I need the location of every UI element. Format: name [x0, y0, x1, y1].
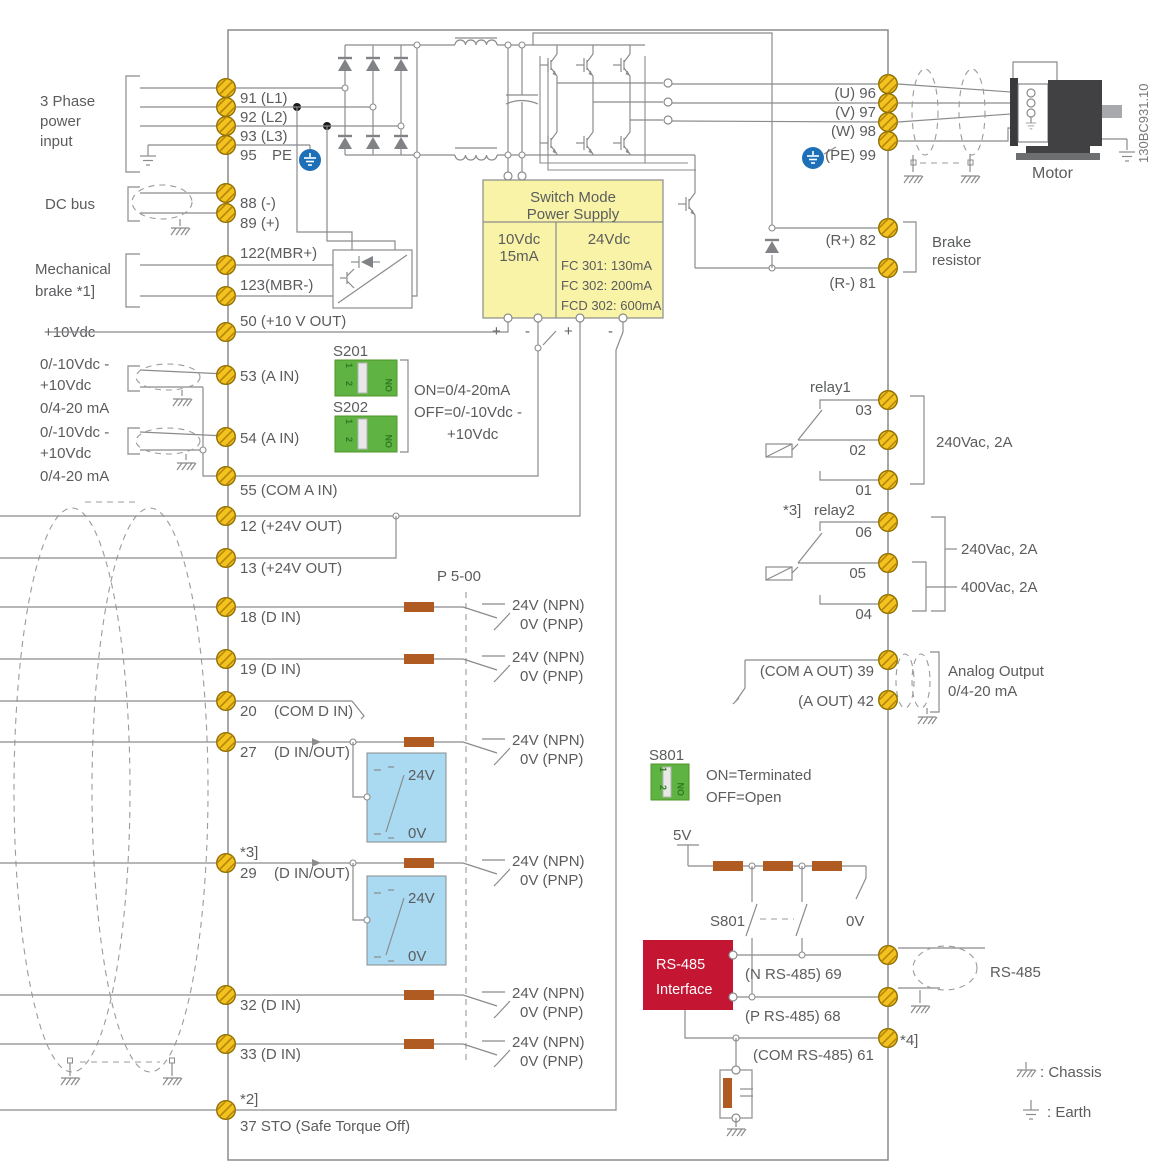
terminal-50-label: 50 (+10 V OUT) [240, 313, 347, 330]
pnp-27: 0V (PNP) [520, 751, 584, 768]
smps-title-1: Switch Mode [530, 189, 616, 206]
smps-minus-24: - [608, 323, 613, 340]
aout42-label: (A OUT) 42 [798, 693, 874, 710]
terminal-61[interactable] [876, 1026, 900, 1050]
smps-fcd302: FCD 302: 600mA [561, 298, 662, 313]
rs485-0v-label: 0V [846, 913, 865, 930]
brake-resistor-1: Brake [932, 234, 972, 251]
rs485-s801-label: S801 [710, 913, 746, 930]
smps-plus-10: + [492, 323, 501, 340]
terminal-53[interactable] [214, 363, 238, 387]
smps-minus-10: - [525, 323, 530, 340]
relay1-02: 02 [849, 442, 866, 459]
terminal-39[interactable] [876, 648, 900, 672]
rs485-box-line1: RS-485 [656, 957, 706, 973]
npn-32: 24V (NPN) [512, 985, 585, 1002]
relay2-04: 04 [855, 606, 872, 623]
terminal-95-label: 95 [240, 147, 257, 164]
terminal-91-label: 91 (L1) [240, 90, 288, 107]
terminal-95[interactable] [214, 133, 238, 157]
chassis-icon [61, 1078, 80, 1085]
smps-15ma: 15mA [499, 248, 539, 265]
pnp-29: 0V (PNP) [520, 872, 584, 889]
terminal-99[interactable] [876, 129, 900, 153]
note-3: *3] [240, 844, 259, 861]
terminal-13[interactable] [214, 546, 238, 570]
terminal-19[interactable] [214, 647, 238, 671]
s801-note-on: ON=Terminated [706, 767, 812, 784]
terminal-92-label: 92 (L2) [240, 109, 288, 126]
rs485-note4: *4] [900, 1032, 919, 1049]
s201-on: ON [384, 378, 394, 392]
chassis-icon [911, 1006, 930, 1013]
label-ain53-b: +10Vdc [40, 377, 92, 394]
bluebox2-24v: 24V [408, 890, 435, 907]
terminal-27-name: (D IN/OUT) [274, 744, 350, 761]
dip-note-off2: +10Vdc [447, 426, 499, 443]
note-2: *2] [240, 1091, 259, 1108]
label-mech-1: Mechanical [35, 261, 111, 278]
pe-ground-icon [299, 149, 321, 171]
terminal-96-label: (U) 96 [834, 85, 876, 102]
smps-10v: 10Vdc [497, 231, 541, 248]
label-ain54-b: +10Vdc [40, 445, 92, 462]
label-3phase-3: input [40, 133, 73, 150]
terminal-98[interactable] [876, 110, 900, 134]
terminal-20-label: 20 [240, 703, 257, 720]
terminal-29-label: 29 [240, 865, 257, 882]
dip-s201-s202 [333, 343, 522, 452]
terminal-88-label: 88 (-) [240, 195, 276, 212]
analog-input-section [40, 324, 226, 485]
terminal-93-label: 93 (L3) [240, 128, 288, 145]
terminal-33-label: 33 (D IN) [240, 1046, 301, 1063]
terminal-33[interactable] [214, 1032, 238, 1056]
terminal-19-label: 19 (D IN) [240, 661, 301, 678]
dc-bus-section [45, 185, 226, 235]
aout39-label: (COM A OUT) 39 [759, 663, 874, 680]
terminals-left [214, 76, 410, 1135]
pnp-32: 0V (PNP) [520, 1004, 584, 1021]
igbt-bridge [540, 45, 630, 155]
terminal-01[interactable] [876, 468, 900, 492]
terminal-18[interactable] [214, 595, 238, 619]
motor-body [1048, 80, 1102, 146]
rs485-box-line2: Interface [656, 982, 713, 998]
terminal-03[interactable] [876, 388, 900, 412]
brake-resistor-2: resistor [932, 252, 982, 269]
terminal-81[interactable] [876, 256, 900, 280]
terminal-91[interactable] [214, 76, 238, 100]
aout-title-2: 0/4-20 mA [948, 683, 1018, 700]
terminal-88[interactable] [214, 181, 238, 205]
label-3phase-1: 3 Phase [40, 93, 96, 110]
terminal-13-label: 13 (+24V OUT) [240, 560, 343, 577]
rs485-com61-label: (COM RS-485) 61 [753, 1047, 874, 1064]
terminal-89-label: 89 (+) [240, 215, 280, 232]
smps-fc302: FC 302: 200mA [561, 278, 653, 293]
terminal-55[interactable] [214, 464, 238, 488]
s801-pin2: 2 [658, 785, 668, 791]
smps-24v: 24Vdc [587, 231, 631, 248]
terminal-93[interactable] [214, 114, 238, 138]
terminal-122[interactable] [214, 253, 238, 277]
rs485-n69-label: (N RS-485) 69 [745, 966, 842, 983]
chassis-icon [163, 1078, 182, 1085]
earth-icon [1023, 1110, 1039, 1119]
npn-19: 24V (NPN) [512, 649, 585, 666]
npn-18: 24V (NPN) [512, 597, 585, 614]
label-ain54-c: 0/4-20 mA [40, 468, 110, 485]
terminal-122-label: 122(MBR+) [240, 245, 318, 262]
s801-note-off: OFF=Open [706, 789, 782, 806]
npn-33: 24V (NPN) [512, 1034, 585, 1051]
relay1-label: relay1 [810, 379, 851, 396]
smps-fc301: FC 301: 130mA [561, 258, 653, 273]
terminal-81-label: (R-) 81 [829, 275, 876, 292]
smps-plus-24: + [564, 323, 573, 340]
earth-icon [1119, 152, 1135, 161]
relay2-rating-400: 400Vac, 2A [961, 579, 1038, 596]
terminal-97-label: (V) 97 [835, 104, 876, 121]
terminal-54[interactable] [214, 425, 238, 449]
terminal-98-label: (W) 98 [831, 123, 876, 140]
terminal-29[interactable] [214, 851, 238, 875]
s202-pin1: 1 [344, 419, 354, 425]
rs485-interface-box [643, 940, 733, 1010]
pnp-18: 0V (PNP) [520, 616, 584, 633]
terminal-12[interactable] [214, 504, 238, 528]
terminal-27-label: 27 [240, 744, 257, 761]
pe-label: PE [272, 147, 293, 164]
terminal-20-name: (COM D IN) [274, 703, 354, 720]
chassis-icon [961, 176, 980, 183]
legend-earth: : Earth [1047, 1104, 1092, 1121]
terminals-right [825, 72, 900, 1050]
label-3phase-2: power [40, 113, 81, 130]
chassis-icon [171, 228, 190, 235]
s801-label: S801 [649, 747, 685, 764]
terminal-53-label: 53 (A IN) [240, 368, 300, 385]
terminal-50[interactable] [214, 320, 238, 344]
legend [1017, 1062, 1102, 1121]
terminal-29-name: (D IN/OUT) [274, 865, 350, 882]
terminal-32-label: 32 (D IN) [240, 997, 301, 1014]
chassis-icon [904, 176, 923, 183]
terminal-37[interactable] [214, 1098, 238, 1122]
control-cable-screens [14, 502, 208, 1085]
terminal-82-label: (R+) 82 [825, 232, 876, 249]
rs485-5v-label: 5V [673, 827, 692, 844]
label-dc-bus: DC bus [45, 196, 96, 213]
pnp-33: 0V (PNP) [520, 1053, 584, 1070]
terminal-99-label: (PE) 99 [825, 147, 876, 164]
chassis-icon [1017, 1070, 1036, 1077]
dip-note-off: OFF=0/-10Vdc - [414, 404, 522, 421]
npn-29: 24V (NPN) [512, 853, 585, 870]
relay2-label: relay2 [814, 502, 855, 519]
rs485-p68-label: (P RS-485) 68 [745, 1008, 841, 1025]
s202-label: S202 [333, 399, 369, 416]
terminal-96[interactable] [876, 72, 900, 96]
relay2-note: *3] [783, 502, 802, 519]
relay1-01: 01 [855, 482, 872, 499]
terminal-27[interactable] [214, 730, 238, 754]
terminal-37-label: 37 STO (Safe Torque Off) [240, 1118, 411, 1135]
chassis-icon [727, 1129, 746, 1136]
earth-icon [140, 156, 156, 165]
npn-27: 24V (NPN) [512, 732, 585, 749]
smps-title-2: Power Supply [526, 206, 620, 223]
digital-input-section [0, 516, 585, 1110]
terminal-82[interactable] [876, 216, 900, 240]
terminal-32[interactable] [214, 983, 238, 1007]
p500-label: P 5-00 [437, 568, 481, 585]
label-ain53-a: 0/-10Vdc - [40, 356, 110, 373]
bluebox1-0v: 0V [408, 825, 427, 842]
dip-s801 [649, 747, 811, 806]
s202-on: ON [384, 434, 394, 448]
aout-title-1: Analog Output [948, 663, 1044, 680]
s801-on: ON [676, 782, 686, 796]
terminal-69[interactable] [876, 943, 900, 967]
bluebox2-0v: 0V [408, 948, 427, 965]
s801-pin1: 1 [658, 767, 668, 773]
relay-section [766, 379, 1037, 623]
terminal-123-label: 123(MBR-) [240, 277, 314, 294]
terminal-89[interactable] [214, 201, 238, 225]
terminal-20[interactable] [214, 689, 238, 713]
relay1-rating: 240Vac, 2A [936, 434, 1013, 451]
label-plus10vdc: +10Vdc [44, 324, 96, 341]
s201-label: S201 [333, 343, 369, 360]
motor-label: Motor [1032, 165, 1073, 182]
terminal-92[interactable] [214, 95, 238, 119]
pnp-19: 0V (PNP) [520, 668, 584, 685]
terminal-12-label: 12 (+24V OUT) [240, 518, 343, 535]
chassis-icon [918, 717, 937, 724]
dip-note-on: ON=0/4-20mA [414, 382, 511, 399]
rs485-section [643, 827, 1041, 1136]
relay2-05: 05 [849, 565, 866, 582]
relay1-03: 03 [855, 402, 872, 419]
terminal-02[interactable] [876, 428, 900, 452]
bluebox1-24v: 24V [408, 767, 435, 784]
doc-id: 130BC931.10 [1136, 83, 1151, 163]
terminal-06[interactable] [876, 510, 900, 534]
rectifier-diodes [338, 45, 408, 155]
relay2-rating-240: 240Vac, 2A [961, 541, 1038, 558]
chassis-icon [177, 463, 196, 470]
s202-pin2: 2 [344, 437, 354, 443]
pe-ground-icon [802, 147, 824, 169]
label-ain54-a: 0/-10Vdc - [40, 424, 110, 441]
legend-chassis: : Chassis [1040, 1064, 1102, 1081]
terminal-05[interactable] [876, 551, 900, 575]
terminal-123[interactable] [214, 284, 238, 308]
label-ain53-c: 0/4-20 mA [40, 400, 110, 417]
terminal-54-label: 54 (A IN) [240, 430, 300, 447]
terminal-68[interactable] [876, 985, 900, 1009]
terminal-55-label: 55 (COM A IN) [240, 482, 338, 499]
s201-pin2: 2 [344, 381, 354, 387]
chassis-icon [173, 399, 192, 406]
relay2-06: 06 [855, 524, 872, 541]
terminal-04[interactable] [876, 592, 900, 616]
label-mech-2: brake *1] [35, 283, 96, 300]
terminal-97[interactable] [876, 91, 900, 115]
terminal-18-label: 18 (D IN) [240, 609, 301, 626]
rectifier [338, 42, 455, 158]
s201-pin1: 1 [344, 363, 354, 369]
dc-link [455, 38, 695, 172]
rs485-cable-label: RS-485 [990, 964, 1041, 981]
